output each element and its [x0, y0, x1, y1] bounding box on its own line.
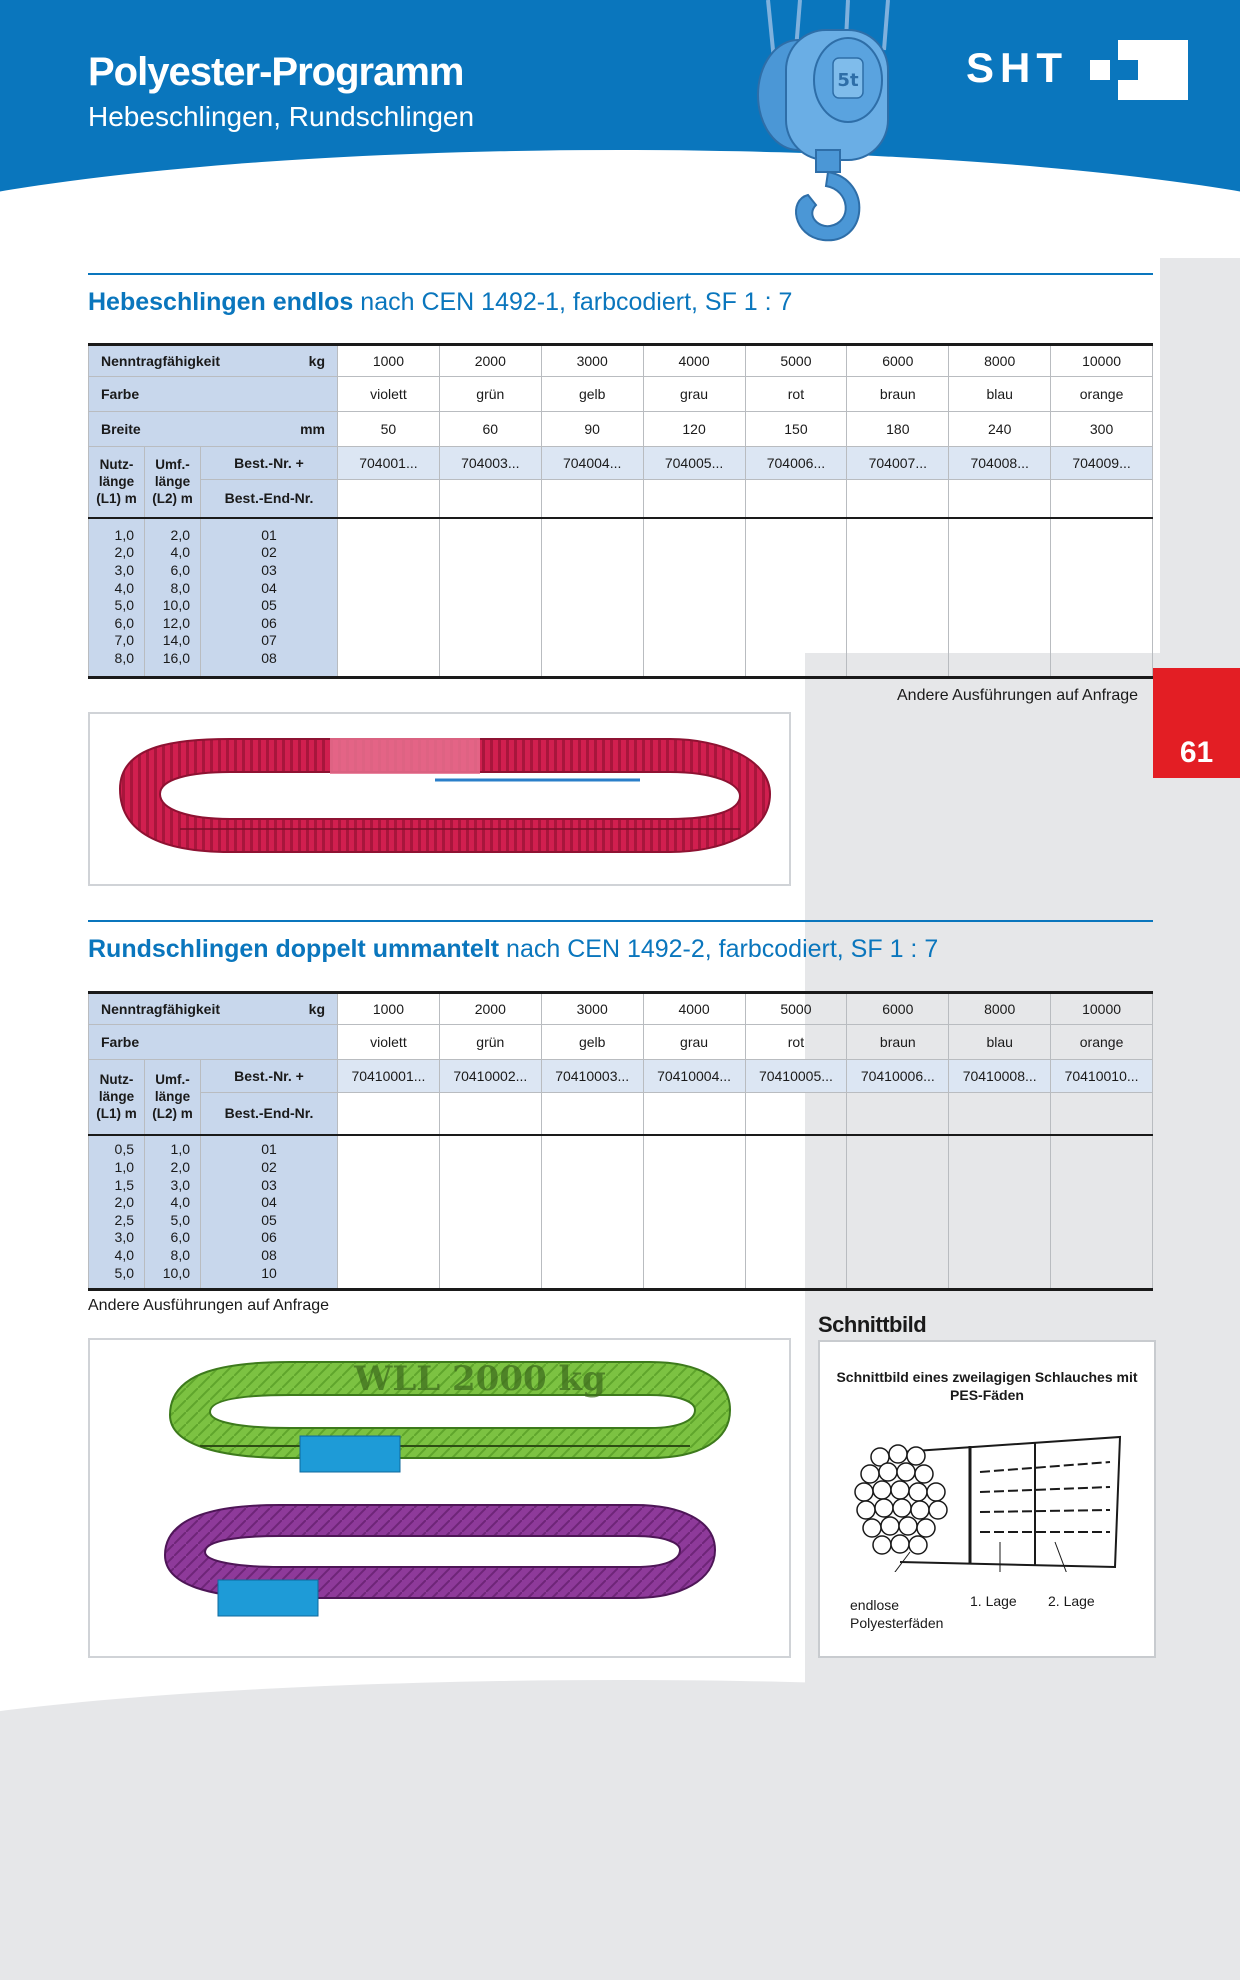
- empty-cell: [949, 480, 1051, 518]
- capacity-cell: 8000: [949, 345, 1051, 377]
- order-number-cell: 704003...: [439, 447, 541, 480]
- round-slings-photo: [88, 1338, 791, 1658]
- empty-cell: [745, 518, 847, 678]
- page-number: 61: [1179, 736, 1214, 769]
- capacity-cell: 1000: [338, 345, 440, 377]
- order-number-cell: 70410010...: [1051, 1060, 1153, 1093]
- color-cell: grau: [643, 377, 745, 412]
- note-other-versions: Andere Ausführungen auf Anfrage: [897, 687, 1139, 704]
- empty-cell: [1051, 1135, 1153, 1290]
- footer-curve: [0, 1680, 1240, 1980]
- width-cell: 240: [949, 412, 1051, 447]
- empty-cell: [1051, 518, 1153, 678]
- capacity-cell: 1000: [338, 993, 440, 1025]
- width-cell: 50: [338, 412, 440, 447]
- empty-cell: [338, 480, 440, 518]
- capacity-cell: 10000: [1051, 345, 1153, 377]
- logo-mark: [1084, 38, 1190, 102]
- empty-cell: [541, 518, 643, 678]
- useful-length-values: 0,5 1,0 1,5 2,0 2,5 3,0 4,0 5,0: [89, 1135, 145, 1290]
- empty-cell: [439, 518, 541, 678]
- empty-cell: [1051, 480, 1153, 518]
- empty-cell: [847, 480, 949, 518]
- width-cell: 90: [541, 412, 643, 447]
- empty-cell: [847, 518, 949, 678]
- schnittbild-title: Schnittbild: [818, 1312, 927, 1337]
- order-number-cell: 70410006...: [847, 1060, 949, 1093]
- color-cell: blau: [949, 377, 1051, 412]
- color-cell: braun: [847, 377, 949, 412]
- capacity-label: Nenntragfähigkeit kg: [89, 345, 338, 377]
- schnittbild-box: [818, 1340, 1156, 1658]
- order-number-cell: 704006...: [745, 447, 847, 480]
- color-cell: rot: [745, 377, 847, 412]
- width-cell: 300: [1051, 412, 1153, 447]
- empty-cell: [338, 1093, 440, 1135]
- circumference-values: 2,0 4,0 6,0 8,0 10,0 12,0 14,0 16,0: [145, 518, 201, 678]
- color-cell: violett: [338, 1025, 440, 1060]
- capacity-cell: 4000: [643, 993, 745, 1025]
- color-cell: blau: [949, 1025, 1051, 1060]
- color-cell: grau: [643, 1025, 745, 1060]
- note-other-versions: Andere Ausführungen auf Anfrage: [88, 1297, 330, 1314]
- order-end-label: Best.-End-Nr.: [201, 1093, 338, 1135]
- color-cell: gelb: [541, 1025, 643, 1060]
- empty-cell: [338, 518, 440, 678]
- end-number-values: 01 02 03 04 05 06 08 10: [201, 1135, 338, 1290]
- green-purple-round-slings-image: [90, 1340, 789, 1656]
- color-cell: orange: [1051, 377, 1153, 412]
- header-banner: [0, 0, 1240, 220]
- circumference-header: Umf.-länge (L2) m: [145, 447, 201, 518]
- logo-text: SHT: [966, 44, 1068, 91]
- width-cell: 180: [847, 412, 949, 447]
- empty-cell: [541, 1093, 643, 1135]
- width-label: Breite mm: [89, 412, 338, 447]
- crane-hoist-illustration: [738, 0, 908, 255]
- capacity-cell: 3000: [541, 993, 643, 1025]
- order-number-cell: 704005...: [643, 447, 745, 480]
- capacity-label: Nenntragfähigkeit kg: [89, 993, 338, 1025]
- round-slings-table: [88, 991, 1153, 1291]
- order-end-label: Best.-End-Nr.: [201, 480, 338, 518]
- order-number-cell: 70410001...: [338, 1060, 440, 1093]
- useful-length-header: Nutz-länge (L1) m: [89, 447, 145, 518]
- empty-cell: [643, 1135, 745, 1290]
- empty-cell: [949, 518, 1051, 678]
- capacity-cell: 3000: [541, 345, 643, 377]
- empty-cell: [439, 480, 541, 518]
- color-cell: braun: [847, 1025, 949, 1060]
- header-curve: [0, 150, 1240, 220]
- order-number-cell: 704008...: [949, 447, 1051, 480]
- capacity-cell: 6000: [847, 993, 949, 1025]
- empty-cell: [847, 1093, 949, 1135]
- crane-badge: 5t: [837, 70, 859, 91]
- color-cell: gelb: [541, 377, 643, 412]
- width-cell: 120: [643, 412, 745, 447]
- cross-section-drawing: [840, 1432, 1140, 1572]
- empty-cell: [439, 1135, 541, 1290]
- useful-length-header: Nutz-länge (L1) m: [89, 1060, 145, 1135]
- color-cell: rot: [745, 1025, 847, 1060]
- page-subtitle: Hebeschlingen, Rundschlingen: [88, 101, 475, 132]
- empty-cell: [745, 1135, 847, 1290]
- order-number-cell: 704007...: [847, 447, 949, 480]
- label-layer-1: 1. Lage: [970, 1593, 1017, 1609]
- empty-cell: [439, 1093, 541, 1135]
- order-number-cell: 704004...: [541, 447, 643, 480]
- circumference-values: 1,0 2,0 3,0 4,0 5,0 6,0 8,0 10,0: [145, 1135, 201, 1290]
- order-number-cell: 70410003...: [541, 1060, 643, 1093]
- page-title: Polyester-Programm: [88, 50, 464, 94]
- width-cell: 60: [439, 412, 541, 447]
- section-rule: [88, 273, 1153, 275]
- order-number-cell: 70410008...: [949, 1060, 1051, 1093]
- capacity-cell: 5000: [745, 345, 847, 377]
- empty-cell: [1051, 1093, 1153, 1135]
- sht-logo: [966, 38, 1190, 102]
- sling-print-text: WLL 2000 kg: [354, 1359, 606, 1399]
- color-cell: grün: [439, 1025, 541, 1060]
- empty-cell: [643, 480, 745, 518]
- empty-cell: [541, 1135, 643, 1290]
- color-cell: grün: [439, 377, 541, 412]
- empty-cell: [643, 1093, 745, 1135]
- section-rule: [88, 920, 1153, 922]
- empty-cell: [847, 1135, 949, 1290]
- endless-slings-table: [88, 343, 1153, 679]
- color-label: Farbe: [89, 1025, 338, 1060]
- useful-length-values: 1,0 2,0 3,0 4,0 5,0 6,0 7,0 8,0: [89, 518, 145, 678]
- empty-cell: [949, 1093, 1051, 1135]
- empty-cell: [643, 518, 745, 678]
- empty-cell: [541, 480, 643, 518]
- capacity-cell: 2000: [439, 993, 541, 1025]
- label-polyester-fibers: endlose Polyesterfäden: [850, 1597, 944, 1631]
- circumference-header: Umf.-länge (L2) m: [145, 1060, 201, 1135]
- order-number-cell: 70410002...: [439, 1060, 541, 1093]
- empty-cell: [949, 1135, 1051, 1290]
- capacity-cell: 10000: [1051, 993, 1153, 1025]
- empty-cell: [745, 480, 847, 518]
- label-layer-2: 2. Lage: [1048, 1593, 1095, 1609]
- empty-cell: [338, 1135, 440, 1290]
- order-number-cell: 704001...: [338, 447, 440, 480]
- empty-cell: [745, 1093, 847, 1135]
- capacity-cell: 6000: [847, 345, 949, 377]
- capacity-cell: 8000: [949, 993, 1051, 1025]
- schnittbild-caption: Schnittbild eines zweilagigen Schlauches mit PES-Fäden: [836, 1369, 1138, 1403]
- order-number-cell: 704009...: [1051, 447, 1153, 480]
- capacity-cell: 2000: [439, 345, 541, 377]
- order-number-label: Best.-Nr. +: [201, 447, 338, 480]
- capacity-cell: 5000: [745, 993, 847, 1025]
- width-cell: 150: [745, 412, 847, 447]
- capacity-cell: 4000: [643, 345, 745, 377]
- color-label: Farbe: [89, 377, 338, 412]
- order-number-cell: 70410005...: [745, 1060, 847, 1093]
- section-heading-endless-slings: Hebeschlingen endlos nach CEN 1492-1, farbcodiert, SF 1 : 7: [88, 288, 793, 316]
- order-number-label: Best.-Nr. +: [201, 1060, 338, 1093]
- color-cell: orange: [1051, 1025, 1153, 1060]
- end-number-values: 01 02 03 04 05 06 07 08: [201, 518, 338, 678]
- section-heading-round-slings: Rundschlingen doppelt ummantelt nach CEN 1492-2, farbcodiert, SF 1 : 7: [88, 935, 939, 963]
- red-endless-sling-image: [90, 714, 789, 884]
- order-number-cell: 70410004...: [643, 1060, 745, 1093]
- endless-sling-photo: [88, 712, 791, 886]
- color-cell: violett: [338, 377, 440, 412]
